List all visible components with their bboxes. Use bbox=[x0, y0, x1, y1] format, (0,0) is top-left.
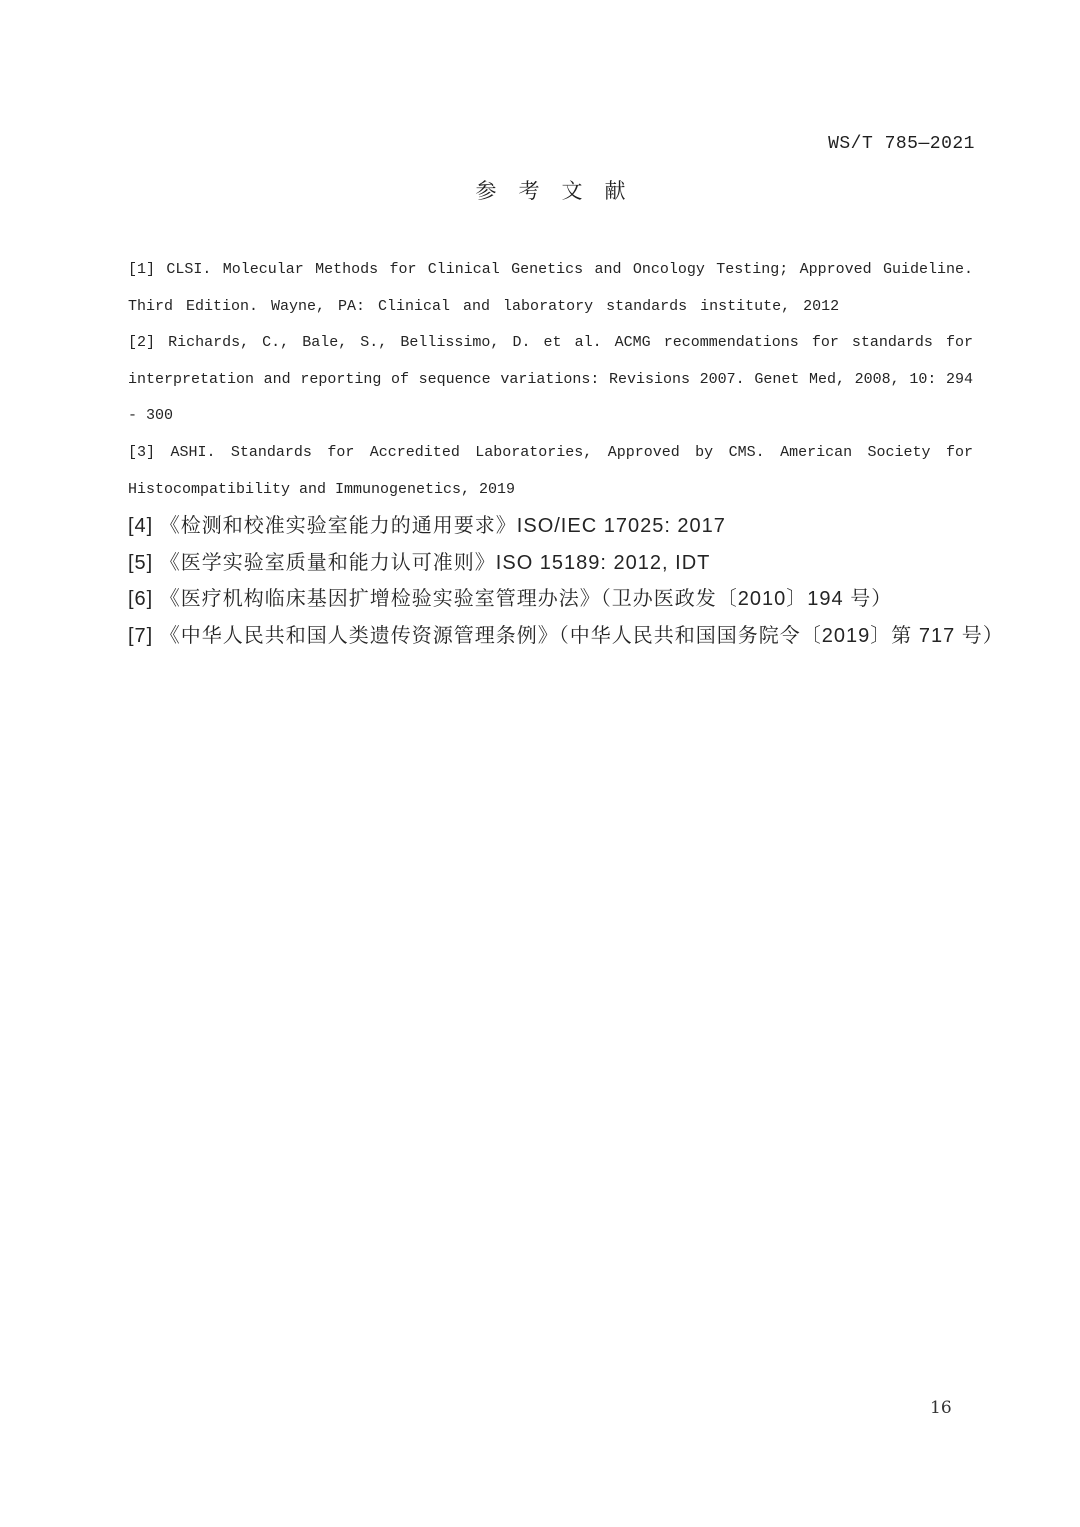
reference-list bbox=[128, 252, 1004, 655]
reference-line: [3] ASHI. Standards for Accredited Laboratories, Approved by CMS. American Society for bbox=[128, 443, 973, 461]
reference-line: [5] 《医学实验室质量和能力认可准则》ISO 15189: 2012, IDT bbox=[128, 551, 711, 574]
reference-line: [6] 《医疗机构临床基因扩增检验实验室管理办法》（卫办医政发〔2010〕194 号） bbox=[128, 588, 893, 611]
page-number: 16 bbox=[930, 1398, 952, 1418]
reference-line: Third Edition. Wayne, PA: Clinical and laboratory standards institute, 2012 bbox=[128, 297, 840, 315]
standard-code-header: WS/T 785—2021 bbox=[828, 134, 975, 154]
reference-line: [1] CLSI. Molecular Methods for Clinical Genetics and Oncology Testing; Approved Guideline. bbox=[128, 261, 973, 278]
reference-line: - 300 bbox=[128, 407, 174, 425]
reference-line: Histocompatibility and Immunogenetics, 2019 bbox=[128, 480, 516, 498]
page-title: 参考文献 bbox=[475, 180, 648, 203]
reference-line: interpretation and reporting of sequence variations: Revisions 2007. Genet Med, 2008, 10: 294 bbox=[128, 370, 973, 388]
reference-line: [7] 《中华人民共和国人类遗传资源管理条例》（中华人民共和国国务院令〔2019〕第 717 号） bbox=[128, 624, 1004, 647]
reference-line: [2] Richards, C., Bale, S., Bellissimo, D. et al. ACMG recommendations for standards for bbox=[128, 334, 973, 352]
reference-line: [4] 《检测和校准实验室能力的通用要求》ISO/IEC 17025: 2017 bbox=[128, 515, 726, 538]
